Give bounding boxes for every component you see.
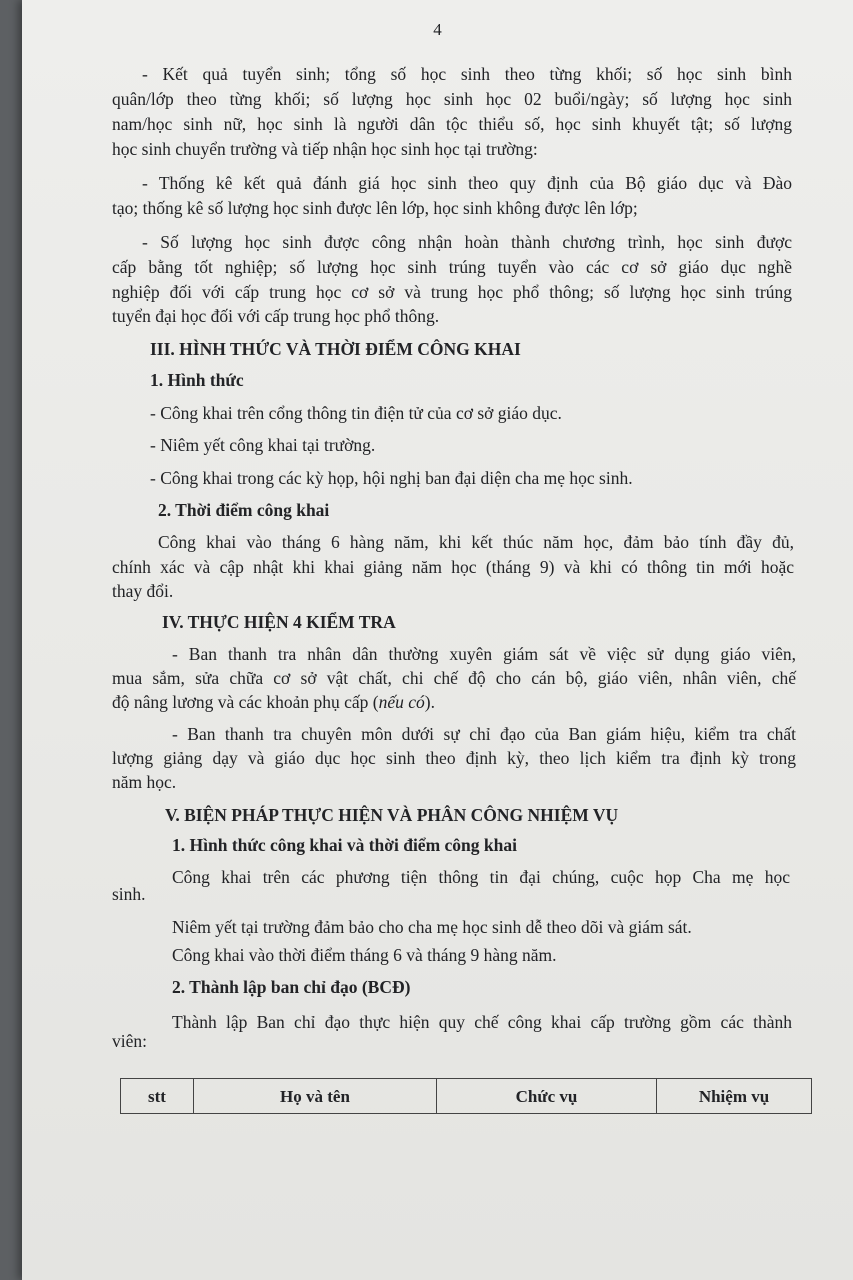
col-nhiem-vu: Nhiệm vụ <box>698 1087 770 1106</box>
section-iii-heading: III. HÌNH THỨC VÀ THỜI ĐIỂM CÔNG KHAI <box>150 339 521 359</box>
para1-line3: nam/học sinh nữ, học sinh là người dân tộc thiểu số, học sinh khuyết tật; số lượng <box>112 114 792 134</box>
para3-line2: cấp bằng tốt nghiệp; số lượng học sinh trúng tuyển vào các cơ sở giáo dục nghề <box>112 257 792 277</box>
section-v-1-line3: Niêm yết tại trường đảm bảo cho cha mẹ học sinh dễ theo dõi và giám sát. <box>172 917 692 937</box>
section-iv-p2-line2: lượng giảng dạy và giáo dục học sinh theo định kỳ, theo lịch kiểm tra định kỳ trong <box>112 748 796 768</box>
section-iv-p1-line3: độ nâng lương và các khoản phụ cấp (nếu có). <box>112 692 435 712</box>
section-iii-1-heading: 1. Hình thức <box>150 370 244 390</box>
members-table-header <box>120 1078 812 1114</box>
section-iii-1-item1: - Công khai trên cổng thông tin điện tử của cơ sở giáo dục. <box>150 403 562 423</box>
para3-line3: nghiệp đối với cấp trung học cơ sở và trung học phổ thông; số lượng học sinh trúng <box>112 282 792 302</box>
section-iv-p2-line3: năm học. <box>112 772 177 792</box>
para3-line4: tuyển đại học đối với cấp trung học phổ thông. <box>112 306 440 326</box>
document-page <box>22 0 853 1280</box>
section-iv-heading: IV. THỰC HIỆN 4 KIỂM TRA <box>162 612 396 632</box>
section-iii-1-item2: - Niêm yết công khai tại trường. <box>150 435 376 455</box>
section-iv-p1-line2: mua sắm, sửa chữa cơ sở vật chất, chi chế độ cho cán bộ, giáo viên, nhân viên, chế <box>112 668 796 688</box>
col-stt: stt <box>121 1079 194 1113</box>
section-iv-p1-line1: - Ban thanh tra nhân dân thường xuyên giám sát về việc sử dụng giáo viên, <box>172 644 796 664</box>
para2-line1: - Thống kê kết quả đánh giá học sinh theo quy định của Bộ giáo dục và Đào <box>142 173 792 193</box>
section-v-1-heading: 1. Hình thức công khai và thời điểm công khai <box>172 835 517 855</box>
section-iii-2-heading: 2. Thời điểm công khai <box>158 500 330 520</box>
section-iii-1-item3: - Công khai trong các kỳ họp, hội nghị ban đại diện cha mẹ học sinh. <box>150 468 633 488</box>
para2-line2: tạo; thống kê số lượng học sinh được lên lớp, học sinh không được lên lớp; <box>112 198 638 218</box>
section-v-1-line2: sinh. <box>112 884 146 904</box>
section-v-2-line2: viên: <box>112 1031 147 1051</box>
col-chuc-vu: Chức vụ <box>437 1079 657 1113</box>
section-v-1-line4: Công khai vào thời điểm tháng 6 và tháng 9 hàng năm. <box>172 945 557 965</box>
para1-line2: quân/lớp theo từng khối; số lượng học sinh học 02 buổi/ngày; số lượng học sinh <box>112 89 792 109</box>
section-iii-2-line1: Công khai vào tháng 6 hàng năm, khi kết thúc năm học, đảm bảo tính đầy đủ, <box>158 532 794 552</box>
section-v-heading: V. BIỆN PHÁP THỰC HIỆN VÀ PHÂN CÔNG NHIỆM VỤ <box>165 805 619 825</box>
section-iii-2-line2: chính xác và cập nhật khi khai giảng năm học (tháng 9) và khi có thông tin mới hoặc <box>112 557 794 577</box>
section-iv-p2-line1: - Ban thanh tra chuyên môn dưới sự chỉ đạo của Ban giám hiệu, kiểm tra chất <box>172 724 796 744</box>
para1-line1: - Kết quả tuyển sinh; tổng số học sinh theo từng khối; số học sinh bình <box>142 64 792 84</box>
section-iii-2-line3: thay đổi. <box>112 581 174 601</box>
page-number: 4 <box>433 20 442 39</box>
para3-line1: - Số lượng học sinh được công nhận hoàn thành chương trình, học sinh được <box>142 232 792 252</box>
section-v-2-heading: 2. Thành lập ban chỉ đạo (BCĐ) <box>172 977 411 997</box>
section-v-1-line1: Công khai trên các phương tiện thông tin đại chúng, cuộc họp Cha mẹ học <box>172 867 790 887</box>
col-ho-va-ten: Họ và tên <box>194 1079 437 1113</box>
para1-line4: học sinh chuyển trường và tiếp nhận học sinh học tại trường: <box>112 139 538 159</box>
section-v-2-line1: Thành lập Ban chỉ đạo thực hiện quy chế công khai cấp trường gồm các thành <box>172 1012 792 1032</box>
